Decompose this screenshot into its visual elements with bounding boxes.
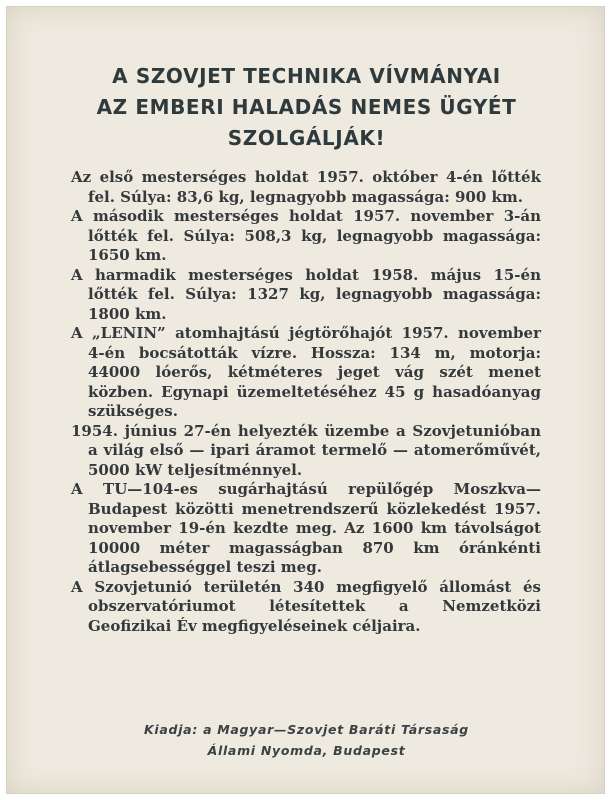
imprint — [7, 719, 606, 761]
leaflet-title — [7, 61, 606, 154]
paragraph-nuclear-plant: 1954. június 27-én helyezték üzembe a Szovjetunióban a világ első — ipari áramot termelő — atomerőművét, 5000 kW teljesítménnyel. — [71, 421, 541, 479]
imprint-publisher: Kiadja: a Magyar—Szovjet Baráti Társaság — [144, 722, 469, 737]
paragraph-sputnik-3: A harmadik mesterséges holdat 1958. május 15-én lőtték fel. Súlya: 1327 kg, legnagyobb magassága: 1800 km. — [71, 265, 541, 323]
imprint-printer: Állami Nyomda, Budapest — [207, 743, 406, 758]
paragraph-sputnik-2: A második mesterséges holdat 1957. november 3-án lőtték fel. Súlya: 508,3 kg, legnagyobb magassága: 1650 km. — [71, 207, 541, 264]
paragraph-geophysical-year: A Szovjetunió területén 340 megfigyelő állomást és obszervatóriumot létesítettek a Nemzetközi Geofizikai Év megfigyeléseinek céljaira. — [71, 577, 541, 635]
title-line-3: SZOLGÁLJÁK! — [227, 126, 386, 150]
paragraph-lenin-icebreaker: A „LENIN” atomhajtású jégtörőhajót 1957. november 4-én bocsátották vízre. Hossza: 134 m, motorja: 44000 lóerős, kétméteres jeget vág szét menet közben. Egynapi üzemeltetéséhez 45 g hasadóanyag szükséges. — [71, 324, 541, 420]
paragraph-sputnik-1: Az első mesterséges holdat 1957. október 4-én lőtték fel. Súlya: 83,6 kg, legnagyobb magassága: 900 km. — [71, 168, 541, 206]
title-line-2: AZ EMBERI HALADÁS NEMES ÜGYÉT — [96, 95, 517, 119]
leaflet-body — [71, 168, 541, 636]
leaflet-sheet — [6, 6, 605, 794]
paragraph-tu104: A TU—104-es sugárhajtású repülőgép Moszkva—Budapest közötti menetrendszerű közlekedést 1957. november 19-én kezdte meg. Az 1600 km távolságot 10000 méter magasságban 870 km óránkénti átlagsebességgel teszi meg. — [71, 480, 541, 576]
title-line-1: A SZOVJET TECHNIKA VÍVMÁNYAI — [112, 64, 501, 88]
